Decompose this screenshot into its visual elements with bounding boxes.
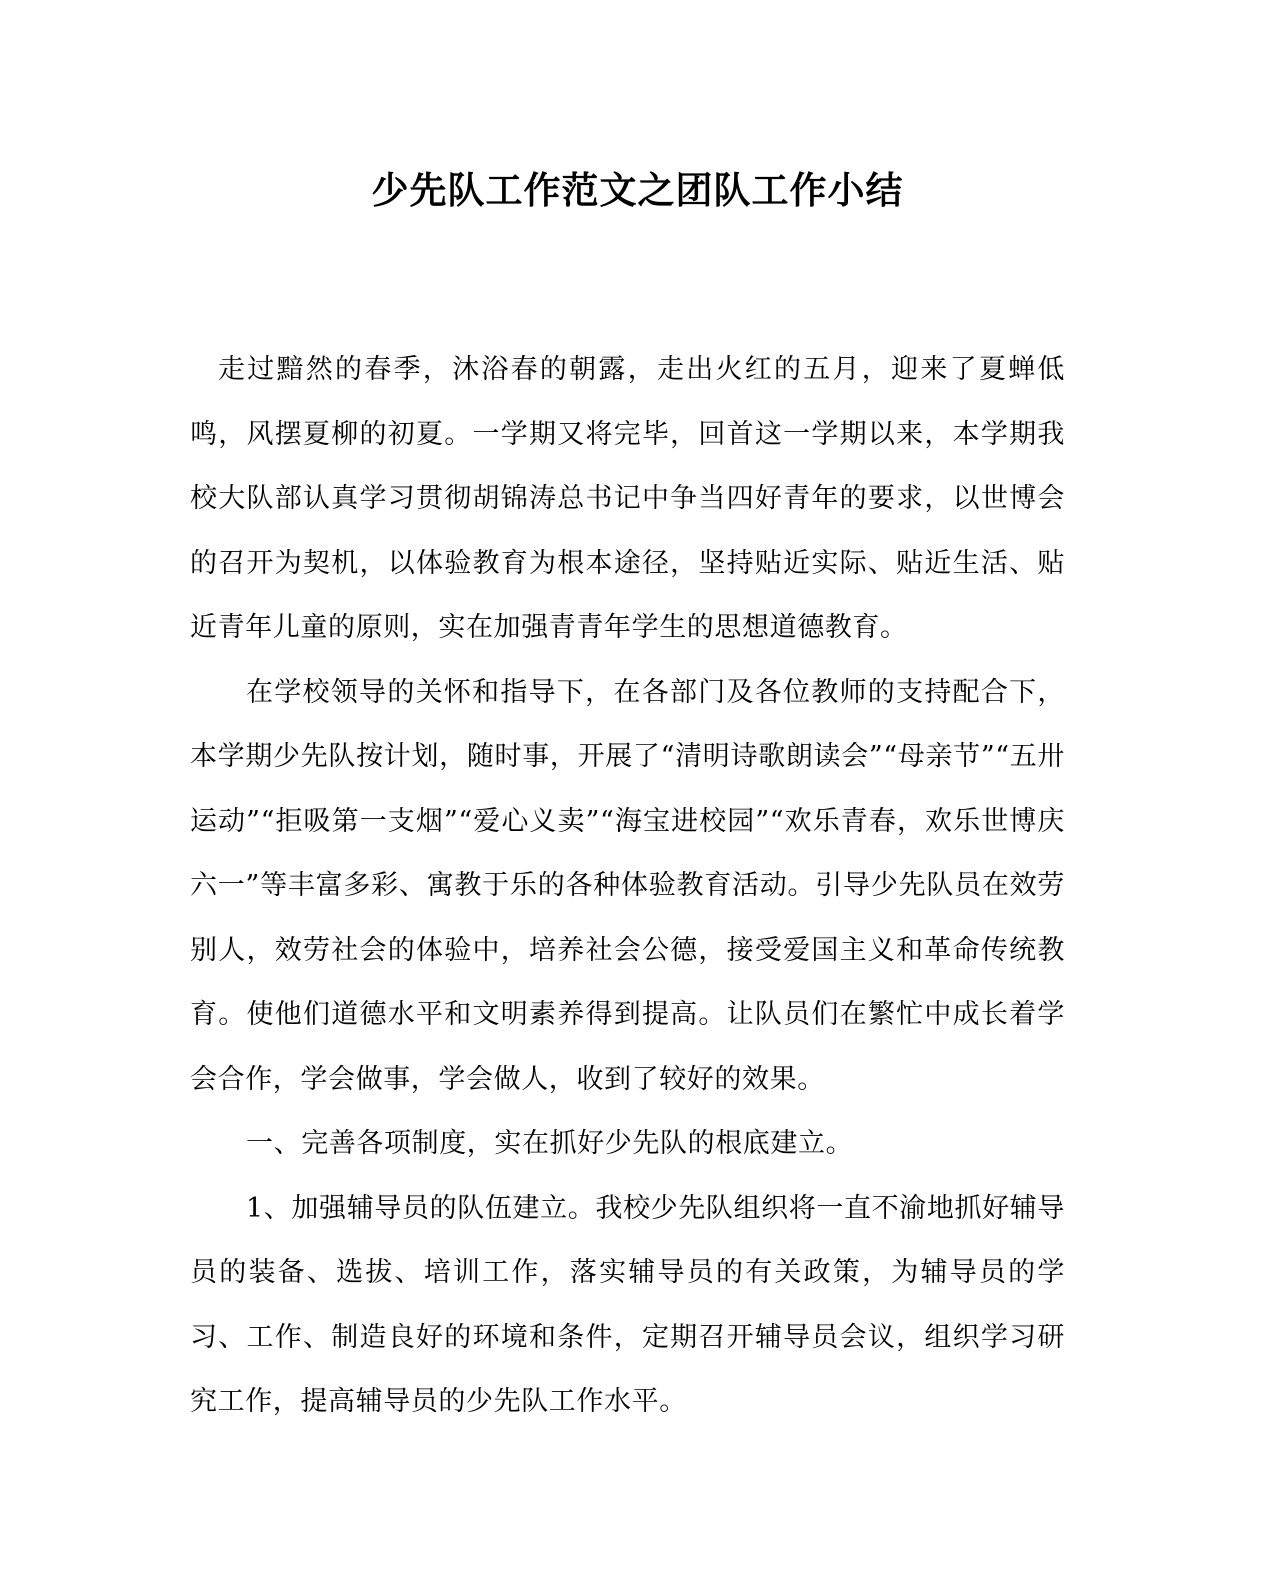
paragraph-intro: 走过黯然的春季，沐浴春的朝露，走出火红的五月，迎来了夏蝉低鸣，风摆夏柳的初夏。一学期又将完毕，回首这一学期以来，本学期我校大队部认真学习贯彻胡锦涛总书记中争当四好青年的要求，以世博会的召开为契机，以体验教育为根本途径，坚持贴近实际、贴近生活、贴近青年儿童的原则，实在加强青青年学生的思想道德教育。 [190,354,1065,643]
document-title: 少先队工作范文之团队工作小结 [371,168,904,212]
paragraph-counselor-team: 1、加强辅导员的队伍建立。我校少先队组织将一直不渝地抓好辅导员的装备、选拔、培训工作，落实辅导员的有关政策，为辅导员的学习、工作、制造良好的环境和条件，定期召开辅导员会议，组织学习研究工作，提高辅导员的少先队工作水平。 [190,1192,1065,1417]
document-body [190,338,1065,1435]
paragraph-activities: 在学校领导的关怀和指导下，在各部门及各位教师的支持配合下，本学期少先队按计划，随时事，开展了“清明诗歌朗读会”“母亲节”“五卅运动”“拒吸第一支烟”“爱心义卖”“海宝进校园”“欢乐青春，欢乐世博庆六一”等丰富多彩、寓教于乐的各种体验教育活动。引导少先队员在效劳别人，效劳社会的体验中，培养社会公德，接受爱国主义和革命传统教育。使他们道德水平和文明素养得到提高。让队员们在繁忙中成长着学会合作，学会做事，学会做人，收到了较好的效果。 [190,676,1065,1095]
section-heading-1: 一、完善各项制度，实在抓好少先队的根底建立。 [246,1128,854,1159]
